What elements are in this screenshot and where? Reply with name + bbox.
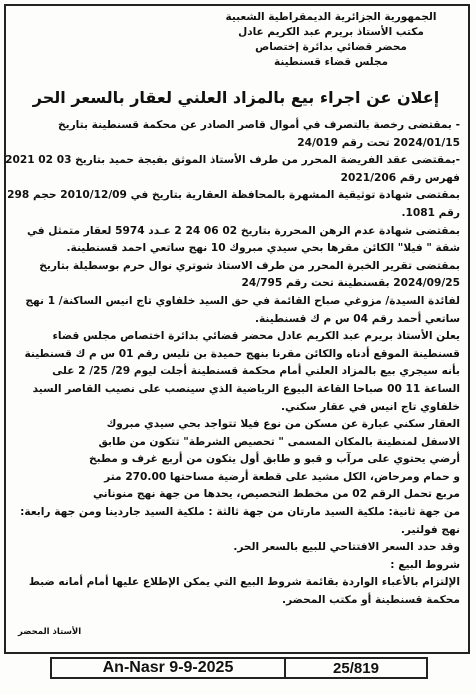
publication-footer: [50, 657, 428, 679]
body-line: الاسفل لمنطينة بالمكان المسمى " تحصيص الشرطة" تتكون من طابق: [98, 435, 460, 448]
body-line: بأنه سيجري بيع بالمزاد العلني أمام محكمة قسنطينة أجلت ليوم 29/ 25/ 2 على: [52, 365, 460, 378]
body-line: و حمام ومرحاض، الكل مشيد على قطعة أرضية مساحتها 270.00 متر: [104, 470, 460, 483]
header-line: مجلس قضاء قسنطينة: [273, 56, 389, 68]
announcement-title: إعلان عن اجراء بيع بالمزاد العلني لعقار بالسعر الحر: [32, 88, 440, 107]
body-line: شقة " فيلا" الكائن مقرها بحي سيدي مبروك 10 نهج ساتعي احمد قسنطينة.: [66, 242, 460, 255]
body-line: وقد حدد السعر الافتتاحي للبيع بالسعر الحر.: [233, 541, 460, 554]
body-line: 2024/09/25 بقسنطينة تحت رقم 24/795: [241, 277, 460, 290]
body-line: بمقتضى شهادة توثيقية المشهرة بالمحافظة العقارية بتاريخ في 2010/12/09 حجم 298: [7, 189, 460, 202]
bailiff-signature-label: الأستاذ المحضر: [18, 627, 82, 637]
body-line: رقم 1081.: [401, 206, 460, 219]
body-line: -بمقتضى عقد الفريضة المحرر من طرف الأستاذ الموثق بفيجة حميد بتاريخ 03 02 2021: [5, 154, 460, 167]
body-line: العقار سكني عبارة عن مسكن من نوع فيلا تتواجد بحي سيدي مبروك: [106, 418, 460, 431]
body-line: فهرس رقم 2021/206: [340, 171, 460, 184]
body-line: الساعة 11 00 صباحا القاعة البيوع الرياضية الذي سينصب على نصيب القاصر السيد: [32, 382, 460, 395]
header-line: مكتب الأستاذ بريرم عبد الكريم عادل: [238, 26, 424, 38]
body-line: قسنطينة الموقع أدناه والكائن مقرنا بنهج حميدة بن تليس رقم 01 س م ك قسنطينة: [24, 347, 460, 360]
body-line: - بمقتضى رخصة بالتصرف في أموال قاصر الصادر عن محكمة قسنطينة بتاريخ: [57, 119, 460, 131]
body-line: بمقتضى تقرير الخبرة المحرر من طرف الاستاذ شوتري نوال حرم بوسطيلة بتاريخ: [39, 259, 460, 272]
body-line: أرضي يحتوي على مرآب و قبو و طابق أول يتكون من أربع غرف و مطبخ: [88, 453, 460, 466]
body-line: بمقتضى شهادة عدم الرهن المحررة بتاريخ 02 06 24 2 عـدد 5974 لعقار متمثل في: [26, 224, 460, 237]
body-line: لفائدة السيدة/ مزوغي صباح القائمة في حق السيد خلفاوي تاج انيس الساكنة/ 1 نهج: [25, 294, 460, 307]
body-line: من جهة ثانية: ملكية السيد مارتان من جهة ثالثة : ملكية السيد جاردينا ومن جهة رابعة:: [20, 506, 460, 519]
body-line: ساتعي أحمد رقم 04 س م ك قسنطينة.: [254, 312, 460, 325]
header-line: الجمهورية الجزائرية الديمقراطية الشعبية: [225, 11, 437, 23]
body-line: محكمة قسنطينة أو مكتب المحضر.: [282, 594, 460, 607]
announcement-body: [5, 117, 460, 610]
body-line: نهج فولتير.: [400, 523, 460, 536]
newspaper-date: An-Nasr 9-9-2025: [102, 659, 234, 676]
body-line: خلفاوي تاج انيس في عقار سكني.: [280, 400, 460, 413]
body-line: 2024/01/15 تحت رقم 24/019: [297, 136, 460, 149]
announcement-reference: 25/819: [333, 659, 379, 677]
body-line: الإلتزام بالأعباء الواردة بقائمة شروط البيع التي يمكن الإطلاع عليها أمام أمانه ضبط: [28, 576, 460, 589]
body-line: مربع تحمل الرقم 02 من مخطط التحصيص، يحدها من جهة نهج منوناني: [92, 488, 460, 501]
header-line: محضر قضائي بدائرة إختصاص: [255, 41, 407, 53]
body-line: شروط البيع :: [390, 558, 460, 571]
office-header: [200, 10, 462, 70]
body-line: يعلن الأستاذ بريرم عبد الكريم عادل محضر قضائي بدائرة اختصاص مجلس قضاء: [52, 330, 460, 343]
